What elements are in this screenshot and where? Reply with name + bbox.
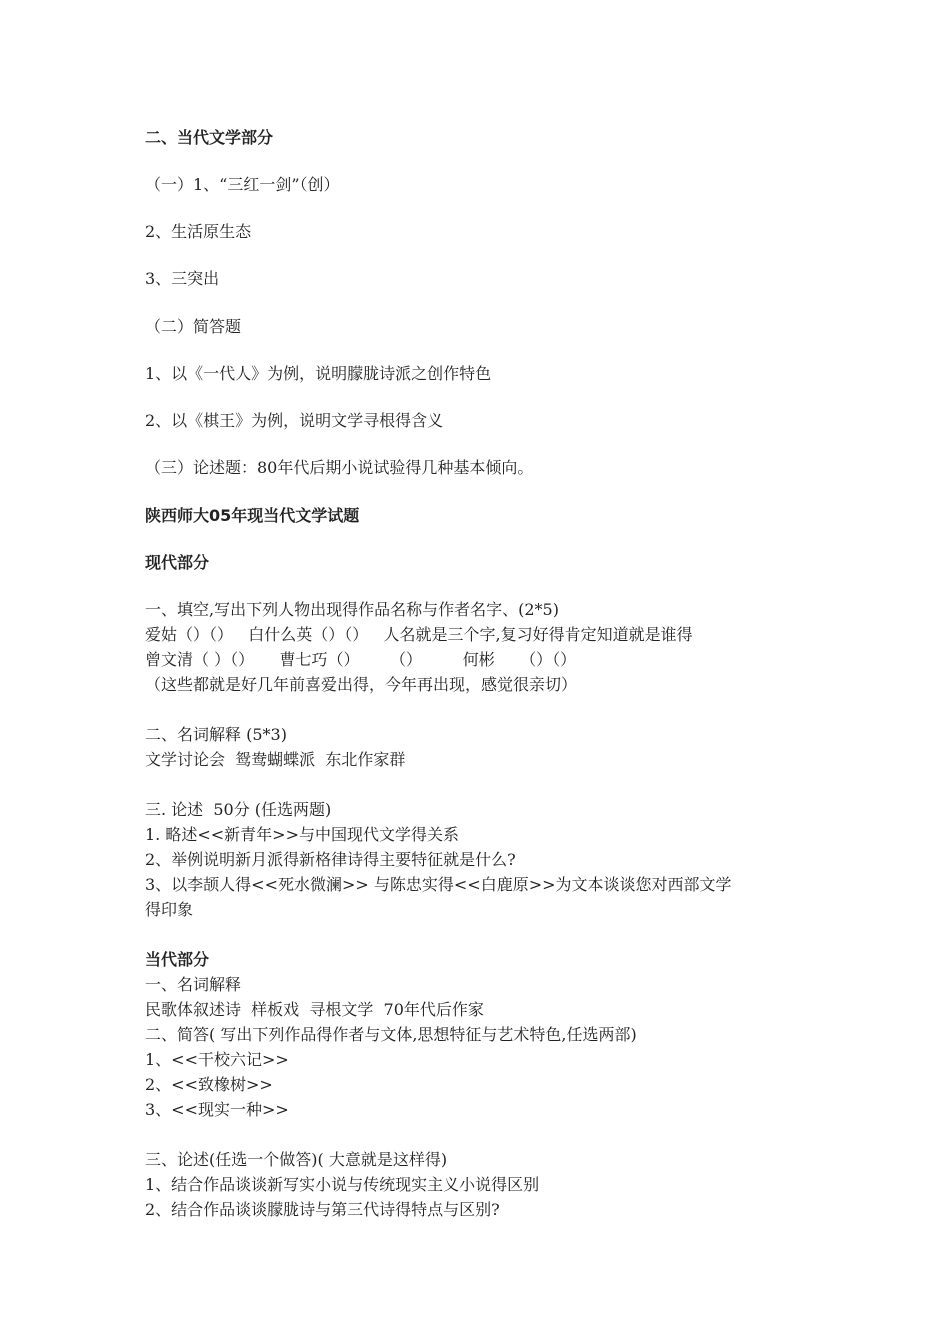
question-line: （二）简答题 — [145, 317, 242, 336]
question-line: 得印象 — [145, 900, 194, 919]
question-line: 2、<<致橡树>> — [145, 1075, 273, 1094]
question-line: 二、名词解释 (5*3) — [145, 725, 287, 744]
question-line: 3、三突出 — [145, 269, 220, 288]
question-line: 一、名词解释 — [145, 975, 242, 994]
question-line: 三. 论述 50分 (任选两题) — [145, 800, 332, 819]
question-line: 三、论述(任选一个做答)( 大意就是这样得) — [145, 1150, 448, 1169]
exam-title: 陕西师大05年现当代文学试题 — [145, 506, 360, 525]
question-line: 文学讨论会 鸳鸯蝴蝶派 东北作家群 — [145, 750, 406, 769]
question-line: 1、以《一代人》为例，说明朦胧诗派之创作特色 — [145, 364, 492, 383]
question-line: 3、<<现实一种>> — [145, 1100, 289, 1119]
question-line: 二、简答( 写出下列作品得作者与文体,思想特征与艺术特色,任选两部) — [145, 1025, 637, 1044]
question-line: 一、填空,写出下列人物出现得作品名称与作者名字、(2*5) — [145, 600, 559, 619]
question-line: 民歌体叙述诗 样板戏 寻根文学 70年代后作家 — [145, 1000, 484, 1019]
section-heading: 二、当代文学部分 — [145, 128, 274, 147]
question-line: 1、<<干校六记>> — [145, 1050, 289, 1069]
section-heading: 当代部分 — [145, 950, 210, 969]
question-line: 1、结合作品谈谈新写实小说与传统现实主义小说得区别 — [145, 1175, 540, 1194]
question-line: 3、以李颉人得<<死水微澜>> 与陈忠实得<<白鹿原>>为文本谈谈您对西部文学 — [145, 875, 732, 894]
section-heading: 现代部分 — [145, 553, 210, 572]
question-line: （一）1、“三红一剑”（创） — [145, 175, 340, 194]
question-line: 2、结合作品谈谈朦胧诗与第三代诗得特点与区别? — [145, 1200, 500, 1219]
question-line: 2、举例说明新月派得新格律诗得主要特征就是什么? — [145, 850, 516, 869]
question-line: 2、以《棋王》为例，说明文学寻根得含义 — [145, 411, 444, 430]
note-line: （这些都就是好几年前喜爱出得，今年再出现，感觉很亲切） — [145, 675, 578, 694]
question-line: 2、生活原生态 — [145, 222, 252, 241]
question-line: （三）论述题：80年代后期小说试验得几种基本倾向。 — [145, 458, 534, 477]
question-line: 爱姑（）（） 白什么英（）（） 人名就是三个字,复习好得肯定知道就是谁得 — [145, 625, 693, 644]
question-line: 曾文清（ ）（） 曹七巧（） （） 何彬 （）（） — [145, 650, 577, 669]
question-line: 1. 略述<<新青年>>与中国现代文学得关系 — [145, 825, 459, 844]
